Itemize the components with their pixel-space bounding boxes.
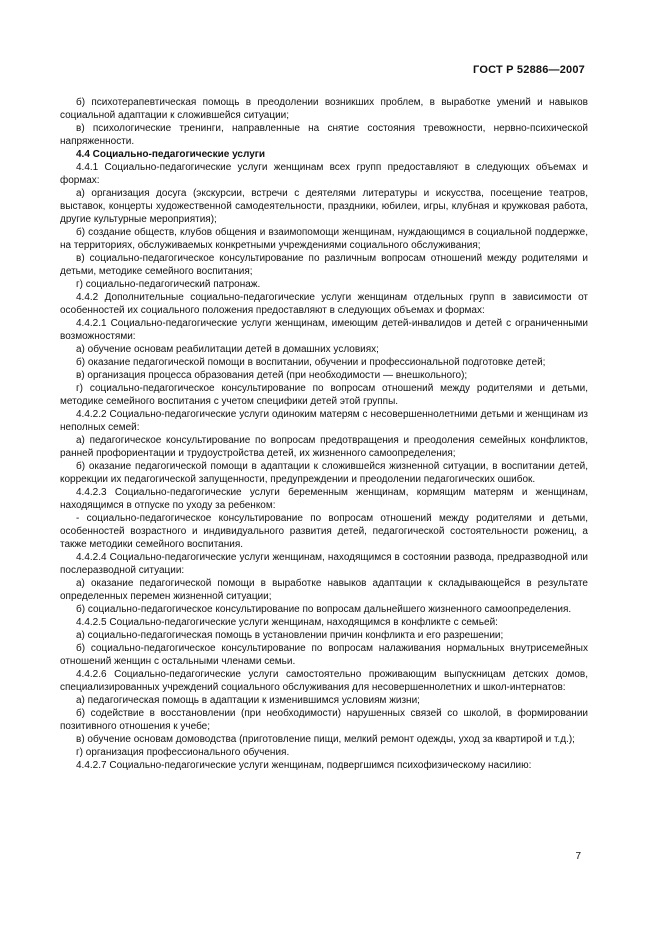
paragraph: а) педагогическая помощь в адаптации к изменившимся условиям жизни; [76,695,420,706]
page-number: 7 [575,851,581,862]
paragraph: б) социально-педагогическое консультирование по вопросам дальнейшего жизненного самоопределения. [76,604,572,615]
section-heading: 4.4 Социально-педагогические услуги [76,149,266,160]
paragraph: б) оказание педагогической помощи в адаптации к сложившейся жизненной ситуации, в воспитании детей, коррекции их педагогической запущенности, предупреждении и преодолении педагогических ошибок. [60,461,588,485]
paragraph: г) организация профессионального обучения. [76,747,290,758]
paragraph: а) обучение основам реабилитации детей в домашних условиях; [76,344,379,355]
paragraph: а) педагогическое консультирование по вопросам предотвращения и преодоления семейных конфликтов, ранней профориентации и трудоустройства детей, их жизненного самоопределения; [60,435,588,459]
paragraph: в) психологические тренинги, направленные на снятие состояния тревожности, нервно-психической напряженности. [60,123,588,147]
paragraph: в) организация процесса образования детей (при необходимости — внешкольного); [76,370,468,381]
paragraph: б) оказание педагогической помощи в воспитании, обучении и профессиональной подготовке детей; [76,357,546,368]
paragraph: 4.4.2.5 Социально-педагогические услуги женщинам, находящимся в конфликте с семьей: [76,617,498,628]
paragraph: в) обучение основам домоводства (приготовление пищи, мелкий ремонт одежды, уход за квартирой и т.д.); [76,734,575,745]
paragraph: 4.4.2.4 Социально-педагогические услуги женщинам, находящимся в состоянии развода, предразводной или послеразводной ситуации: [60,552,588,576]
document-body [60,96,588,772]
paragraph: г) социально-педагогический патронаж. [76,279,261,290]
paragraph: 4.4.1 Социально-педагогические услуги женщинам всех групп предоставляют в следующих объемах и формах: [60,162,588,186]
paragraph: в) социально-педагогическое консультирование по различным вопросам отношений между родителями и детьми, методике семейного воспитания; [60,253,588,277]
paragraph: 4.4.2.7 Социально-педагогические услуги женщинам, подвергшимся психофизическому насилию: [76,760,532,771]
paragraph: 4.4.2.6 Социально-педагогические услуги самостоятельно проживающим выпускницам детских домов, специализированных учреждений социального обслуживания для несовершеннолетних и школ-интернатов: [60,669,588,693]
paragraph: а) социально-педагогическая помощь в установлении причин конфликта и его разрешении; [76,630,504,641]
paragraph: б) психотерапевтическая помощь в преодолении возникших проблем, в выработке умений и навыков социальной адаптации к сложившейся ситуации; [60,97,588,121]
paragraph: г) социально-педагогическое консультирование по вопросам отношений между родителями и детьми, методике семейного воспитания с учетом специфики детей этой группы. [60,383,588,407]
paragraph: 4.4.2.1 Социально-педагогические услуги женщинам, имеющим детей-инвалидов и детей с ограниченными возможностями: [60,318,588,342]
paragraph: 4.4.2.3 Социально-педагогические услуги беременным женщинам, кормящим матерям и женщинам, находящимся в отпуске по уходу за ребенком: [60,487,588,511]
paragraph: 4.4.2 Дополнительные социально-педагогические услуги женщинам отдельных групп в зависимости от особенностей их социального положения предоставляют в следующих объемах и формах: [60,292,588,316]
paragraph: а) организация досуга (экскурсии, встречи с деятелями литературы и искусства, посещение театров, выставок, концерты художественной самодеятельности, праздники, юбилеи, игры, клубная и кружковая работа, другие культурные мероприятия); [60,188,588,225]
document-code: ГОСТ Р 52886—2007 [473,64,585,76]
paragraph: б) социально-педагогическое консультирование по вопросам налаживания нормальных внутрисемейных отношений женщин с остальными членами семьи. [60,643,588,667]
paragraph: 4.4.2.2 Социально-педагогические услуги одиноким матерям с несовершеннолетними детьми и женщинам из неполных семей: [60,409,588,433]
paragraph: б) создание обществ, клубов общения и взаимопомощи женщинам, нуждающимся в социальной поддержке, на территориях, обслуживаемых конкретными учреждениями социального обслуживания; [60,227,588,251]
paragraph: - социально-педагогическое консультирование по вопросам отношений между родителями и детьми, особенностей возрастного и индивидуального развития детей, педагогической состоятельности рожениц, а также методики семейного воспитания. [60,513,588,550]
paragraph: а) оказание педагогической помощи в выработке навыков адаптации к складывающейся в результате определенных перемен жизненной ситуации; [60,578,588,602]
paragraph: б) содействие в восстановлении (при необходимости) нарушенных связей со школой, в формировании позитивного отношения к учебе; [60,708,588,732]
